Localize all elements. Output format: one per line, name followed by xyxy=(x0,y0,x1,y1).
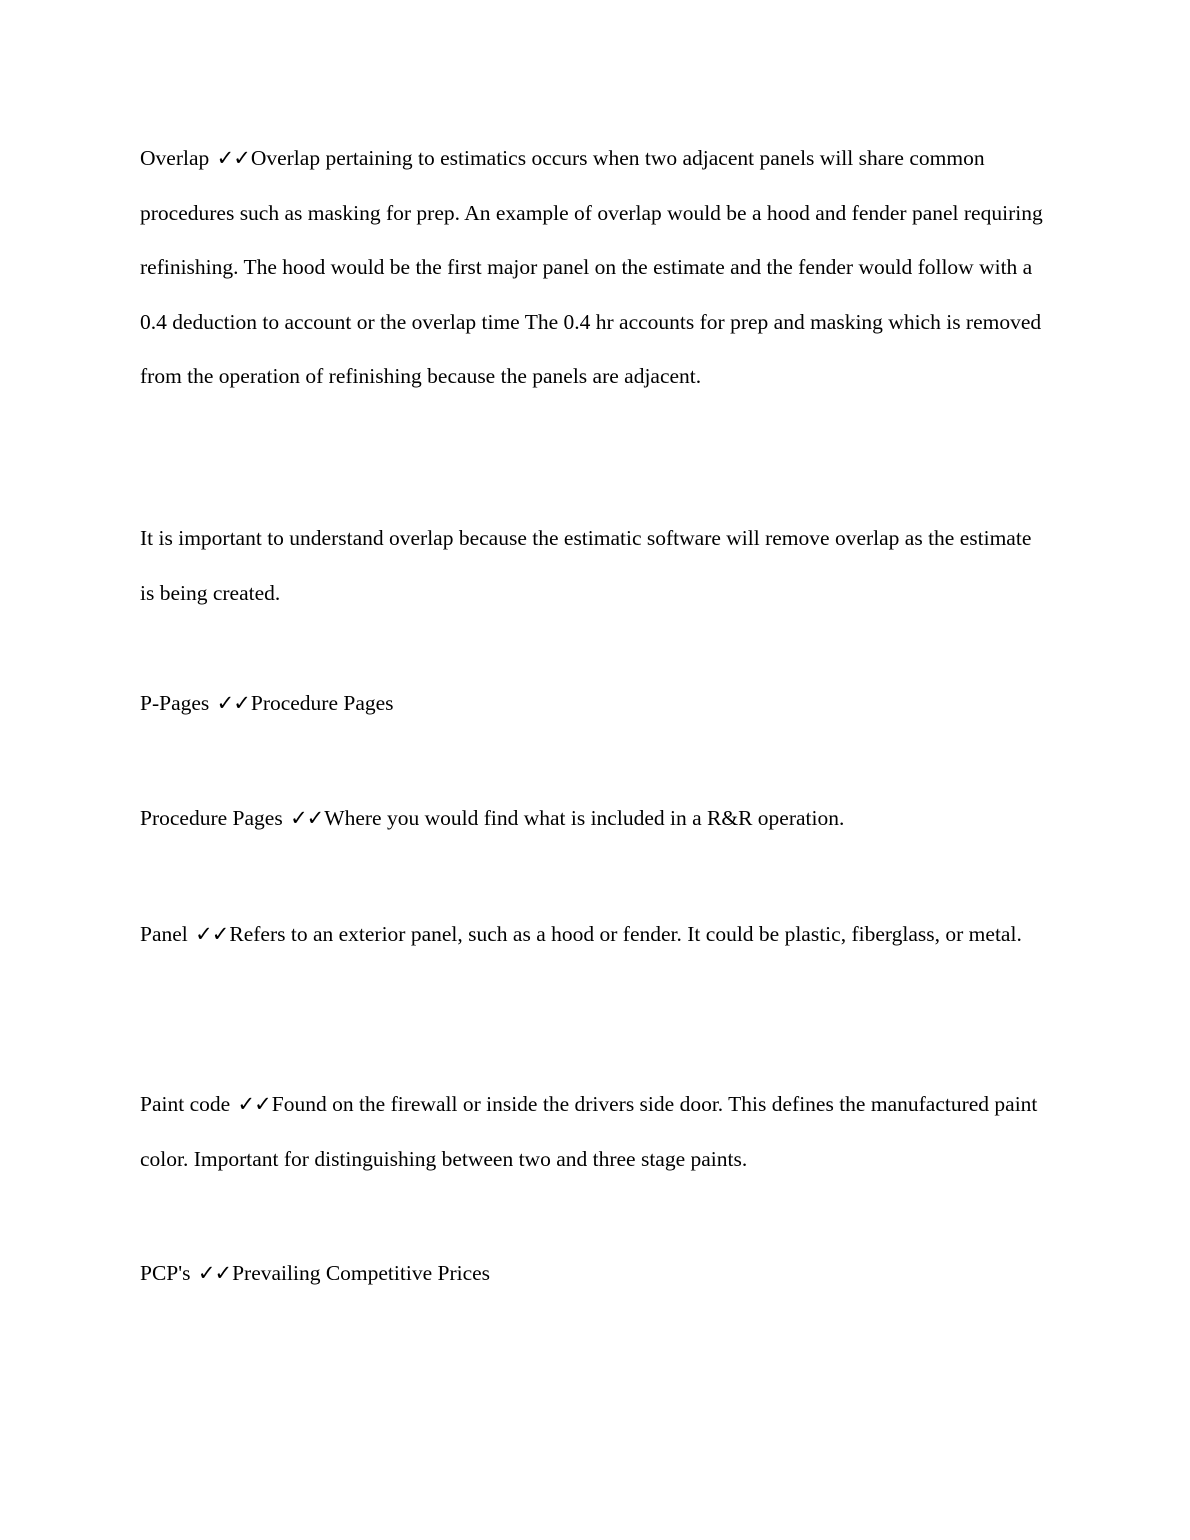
double-check-icon: ✓✓ xyxy=(195,922,229,946)
double-check-icon: ✓✓ xyxy=(237,1092,271,1116)
definition-p-pages: Procedure Pages xyxy=(250,691,394,715)
definition-procedure-pages: Where you would find what is included in a R&R operation. xyxy=(324,806,845,830)
definition-overlap: Overlap pertaining to estimatics occurs when two adjacent panels will share common procedures such as masking for prep. An example of overlap would be a hood and fender panel requiring refinishing. The hood would be the first major panel on the estimate and the fender would follow with a 0.4 deduction to account or the overlap time The 0.4 hr accounts for prep and masking which is removed from the operation of refinishing because the panels are adjacent. xyxy=(140,146,1043,388)
entry-p-pages xyxy=(140,676,1045,731)
entry-panel xyxy=(140,907,1045,962)
double-check-icon: ✓✓ xyxy=(290,806,324,830)
double-check-icon: ✓✓ xyxy=(197,1261,232,1285)
double-check-icon: ✓✓ xyxy=(216,146,250,170)
term-pcps: PCP's xyxy=(140,1261,191,1285)
entry-overlap xyxy=(140,131,1045,404)
term-procedure-pages: Procedure Pages xyxy=(140,806,283,830)
entry-paint-code xyxy=(140,1077,1045,1186)
entry-overlap-note xyxy=(140,511,1045,620)
term-overlap: Overlap xyxy=(140,146,210,170)
term-paint-code: Paint code xyxy=(140,1092,231,1116)
double-check-icon: ✓✓ xyxy=(216,691,250,715)
entry-procedure-pages xyxy=(140,791,1045,846)
definition-pcps: Prevailing Competitive Prices xyxy=(232,1261,491,1285)
definition-panel: Refers to an exterior panel, such as a hood or fender. It could be plastic, fiberglass, or metal. xyxy=(229,922,1022,946)
term-p-pages: P-Pages xyxy=(140,691,210,715)
entry-pcps xyxy=(140,1246,1045,1301)
term-panel: Panel xyxy=(140,922,188,946)
definition-paint-code: Found on the firewall or inside the drivers side door. This defines the manufactured paint color. Important for distinguishing between two and three stage paints. xyxy=(140,1092,1038,1171)
overlap-note-text: It is important to understand overlap because the estimatic software will remove overlap as the estimate is being created. xyxy=(140,526,1032,605)
